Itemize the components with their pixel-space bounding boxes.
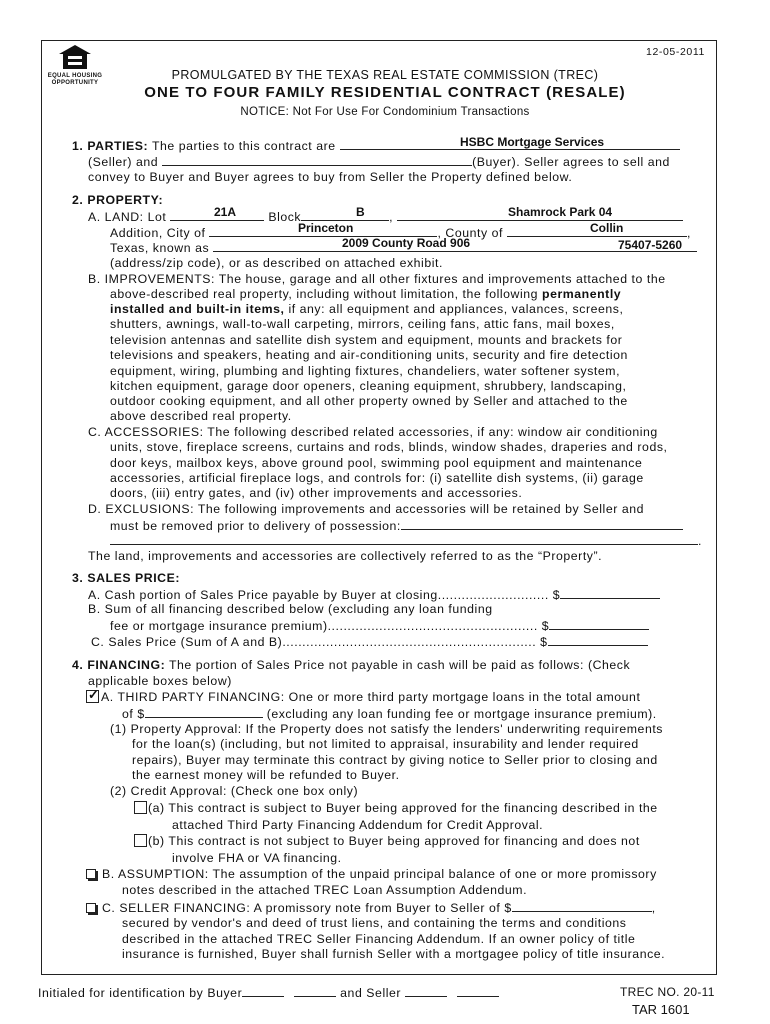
accessories-line-2: units, stove, fireplace screens, curtains and rods, blinds, window shades, draperies and rods, xyxy=(110,440,668,454)
assumption-line-1 xyxy=(86,867,657,882)
exclusions-field-1[interactable] xyxy=(401,518,683,530)
sales-price-field[interactable] xyxy=(548,634,648,646)
form-title: ONE TO FOUR FAMILY RESIDENTIAL CONTRACT (RESALE) xyxy=(144,84,626,101)
sales-price-b1: B. Sum of all financing described below (excluding any loan funding xyxy=(88,602,493,616)
improvements-line-5: television antennas and satellite dish system and equipment, mounts and brackets for xyxy=(110,333,623,347)
block-comma: , xyxy=(389,210,394,224)
third-party-amount-field[interactable] xyxy=(145,706,263,718)
financing-intro: The portion of Sales Price not payable in cash will be paid as follows: (Check xyxy=(168,658,631,672)
credit-b-line-1 xyxy=(134,834,640,849)
parties-line-2 xyxy=(88,154,670,170)
buyer-initial-1[interactable] xyxy=(242,985,284,997)
third-party-text: A. THIRD PARTY FINANCING: One or more third party mortgage loans in the total amount xyxy=(101,690,641,704)
seller-financing-line-2: secured by vendor's and deed of trust liens, and containing the terms and conditions xyxy=(122,916,627,930)
property-approval-2: for the loan(s) (including, but not limited to appraisal, insurability and lender required xyxy=(132,737,639,751)
accessories-line-3: door keys, mailbox keys, above ground pool, swimming pool equipment and maintenance xyxy=(110,456,643,470)
accessories-line-1: C. ACCESSORIES: The following described related accessories, if any: window air conditioning xyxy=(88,425,658,439)
seller-financing-amount-field[interactable] xyxy=(512,900,652,912)
logo-caption-line2: OPPORTUNITY xyxy=(51,80,99,86)
city-value: Princeton xyxy=(298,221,354,235)
property-heading: 2. PROPERTY: xyxy=(72,193,164,207)
improvements-bold-1: permanently xyxy=(542,287,622,301)
sales-price-c xyxy=(91,634,648,650)
county-value: Collin xyxy=(590,221,624,235)
buyer-field[interactable] xyxy=(162,154,472,166)
form-date: 12-05-2011 xyxy=(646,46,705,58)
buyer-initial-2[interactable] xyxy=(294,985,336,997)
assumption-line-2: notes described in the attached TREC Loan Assumption Addendum. xyxy=(122,883,528,897)
improvements-line-2 xyxy=(110,287,621,302)
credit-a-text: (a) This contract is subject to Buyer being approved for the financing described in the xyxy=(148,801,658,815)
third-party-line-2 xyxy=(122,706,657,722)
equal-housing-icon xyxy=(58,44,92,70)
improvements-text-2: above-described real property, including without limitation, the following xyxy=(110,287,539,301)
improvements-bold-2: installed and built-in items, xyxy=(110,302,285,316)
checkmark-icon: ✓ xyxy=(88,687,100,702)
seller-initial-1[interactable] xyxy=(405,985,447,997)
assumption-text: B. ASSUMPTION: The assumption of the unpaid principal balance of one or more promissory xyxy=(102,867,657,881)
amount-note: (excluding any loan funding fee or mortgage insurance premium). xyxy=(266,707,657,721)
improvements-line-9: outdoor cooking equipment, and all other property owned by Seller and attached to the xyxy=(110,394,628,408)
county-comma: , xyxy=(686,226,691,240)
improvements-text-3: if any: all equipment and appliances, valances, screens, xyxy=(288,302,624,316)
credit-b-text: (b) This contract is not subject to Buyer being approved for financing and does not xyxy=(148,834,640,848)
property-summary: The land, improvements and accessories are collectively referred to as the “Property”. xyxy=(88,549,603,563)
block-field[interactable] xyxy=(301,209,389,221)
block-label: Block xyxy=(268,210,302,224)
seller-initial-2[interactable] xyxy=(457,985,499,997)
city-label: Addition, City of xyxy=(110,226,206,240)
assumption-checkbox[interactable] xyxy=(86,869,96,879)
financing-heading: 4. FINANCING: xyxy=(72,658,166,672)
improvements-line-8: kitchen equipment, garage door openers, cleaning equipment, shrubbery, landscaping, xyxy=(110,379,627,393)
third-party-checkbox[interactable] xyxy=(86,687,100,703)
land-lot-label: A. LAND: Lot xyxy=(88,210,167,224)
accessories-line-4: accessories, artificial fireplace logs, and controls for: (i) satellite dish systems, (ii) garage xyxy=(110,471,644,485)
address-note: (address/zip code), or as described on attached exhibit. xyxy=(110,256,443,270)
sales-price-a-text: A. Cash portion of Sales Price payable by Buyer at closing............................ $ xyxy=(88,588,561,602)
block-value: B xyxy=(356,205,365,219)
seller-financing-line-4: insurance is furnished, Buyer shall furnish Seller with a mortgagee policy of title insurance. xyxy=(122,947,666,961)
sales-price-a xyxy=(88,587,660,603)
parties-line-3: convey to Buyer and Buyer agrees to buy from Seller the Property defined below. xyxy=(88,170,573,184)
seller-financing-text: C. SELLER FINANCING: A promissory note from Buyer to Seller of $ xyxy=(102,901,512,915)
cash-portion-field[interactable] xyxy=(560,587,660,599)
financing-line-2: applicable boxes below) xyxy=(88,674,232,688)
exclusions-line-1: D. EXCLUSIONS: The following improvements and accessories will be retained by Seller and xyxy=(88,502,644,516)
seller-financing-comma: , xyxy=(651,901,656,915)
lot-value: 21A xyxy=(214,205,237,219)
credit-approval: (2) Credit Approval: (Check one box only) xyxy=(110,784,359,798)
parties-text: The parties to this contract are xyxy=(151,139,336,153)
logo-caption-line1: EQUAL HOUSING xyxy=(47,73,103,79)
improvements-line-4: shutters, awnings, wall-to-wall carpeting, mirrors, ceiling fans, attic fans, mail boxes, xyxy=(110,317,615,331)
seller-and-label: (Seller) and xyxy=(88,155,159,169)
sales-price-b2-text: fee or mortgage insurance premium)..................................................... $ xyxy=(110,619,550,633)
subdivision-value: Shamrock Park 04 xyxy=(508,205,613,219)
and-seller-label: and Seller xyxy=(340,986,402,1000)
sales-price-heading: 3. SALES PRICE: xyxy=(72,571,181,585)
tar-number: TAR 1601 xyxy=(632,1002,690,1017)
credit-a-checkbox[interactable] xyxy=(134,801,147,814)
improvements-line-10: above described real property. xyxy=(110,409,292,423)
financing-line-1 xyxy=(72,658,630,673)
financing-sum-field[interactable] xyxy=(549,618,649,630)
improvements-line-1: B. IMPROVEMENTS: The house, garage and all other fixtures and improvements attached to the xyxy=(88,272,666,286)
known-as-label: Texas, known as xyxy=(110,241,210,255)
promulgated-line: PROMULGATED BY THE TEXAS REAL ESTATE COMMISSION (TREC) xyxy=(171,68,599,82)
property-approval-1: (1) Property Approval: If the Property does not satisfy the lenders' underwriting requirements xyxy=(110,722,664,736)
zip-value: 75407-5260 xyxy=(618,238,683,252)
county-label: , County of xyxy=(437,226,503,240)
property-approval-3: repairs), Buyer may terminate this contract by giving notice to Seller prior to closing and xyxy=(132,753,658,767)
third-party-line-1 xyxy=(86,687,641,705)
initialed-buyer-label: Initialed for identification by Buyer xyxy=(38,986,243,1000)
exclusions-line-2 xyxy=(110,518,683,534)
sales-price-c-text: C. Sales Price (Sum of A and B)................................................................ $ xyxy=(91,635,548,649)
credit-a-line-1 xyxy=(134,801,658,816)
address-value: 2009 County Road 906 xyxy=(342,236,471,250)
seller-value: HSBC Mortgage Services xyxy=(460,135,605,149)
exclusions-field-2[interactable] xyxy=(110,533,698,545)
improvements-line-6: televisions and speakers, heating and air-conditioning units, security and fire detection xyxy=(110,348,628,362)
credit-a-line-2: attached Third Party Financing Addendum for Credit Approval. xyxy=(172,818,544,832)
form-notice: NOTICE: Not For Use For Condominium Transactions xyxy=(240,106,530,118)
seller-financing-checkbox[interactable] xyxy=(86,903,96,913)
accessories-line-5: doors, (iii) entry gates, and (iv) other improvements and accessories. xyxy=(110,486,523,500)
credit-b-line-2: involve FHA or VA financing. xyxy=(172,851,342,865)
buyer-agrees-text: (Buyer). Seller agrees to sell and xyxy=(472,155,670,169)
sales-price-b2 xyxy=(110,618,649,634)
trec-number: TREC NO. 20-11 xyxy=(620,985,715,999)
exclusions-text: must be removed prior to delivery of possession: xyxy=(110,519,401,533)
improvements-line-3 xyxy=(110,302,623,317)
property-approval-4: the earnest money will be refunded to Buyer. xyxy=(132,768,400,782)
amount-label: of $ xyxy=(122,707,145,721)
credit-b-checkbox[interactable] xyxy=(134,834,147,847)
parties-heading: 1. PARTIES: xyxy=(72,139,149,153)
seller-financing-line-1 xyxy=(86,900,656,916)
seller-financing-line-3: described in the attached TREC Seller Financing Addendum. If an owner policy of title xyxy=(122,932,636,946)
exclusions-period: . xyxy=(698,534,702,548)
exclusions-line-3 xyxy=(110,533,702,549)
initials-line xyxy=(38,985,499,1001)
improvements-line-7: equipment, wiring, plumbing and lighting fixtures, chandeliers, water softener system, xyxy=(110,364,621,378)
